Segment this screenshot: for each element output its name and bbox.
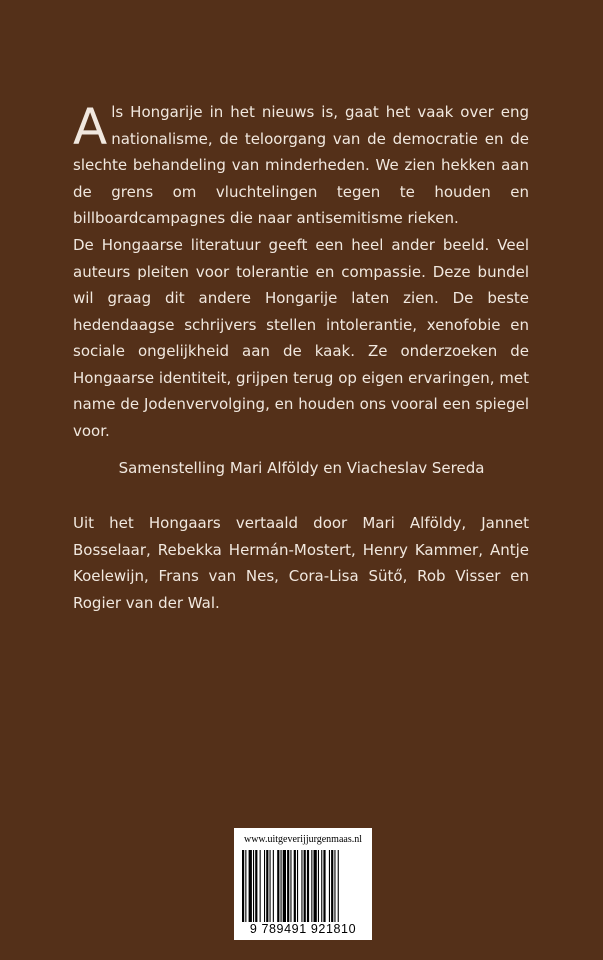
barcode-bar <box>321 850 322 922</box>
barcode-bar <box>264 850 265 922</box>
barcode-bar <box>304 850 306 922</box>
barcode-bar <box>255 850 257 922</box>
barcode-bar <box>318 850 319 922</box>
barcode-bar <box>281 850 282 922</box>
barcode-bar <box>334 850 335 922</box>
barcode-bar <box>249 850 252 922</box>
barcode-bar <box>323 850 325 922</box>
barcode-bar <box>260 850 261 922</box>
barcode-bar <box>253 850 254 922</box>
barcode-bar <box>338 850 339 922</box>
barcode-bar <box>294 850 296 922</box>
isbn-barcode-block <box>234 828 372 940</box>
translators-credit: Uit het Hongaars vertaald door Mari Alföldy, Jannet Bosselaar, Rebekka Hermán-Mostert, Henry Kammer, Antje Koelewijn, Frans van Nes, Cora-Lisa Sütő, Rob Visser en Rogier van der Wal. <box>73 514 529 612</box>
barcode-bar <box>297 850 298 922</box>
publisher-url: www.uitgeverijjurgenmaas.nl <box>243 834 363 845</box>
barcode-bar <box>331 850 333 922</box>
barcode-bar <box>329 850 330 922</box>
barcode-bar <box>301 850 302 922</box>
barcode-bar <box>277 850 279 922</box>
barcode-bar <box>287 850 289 922</box>
barcode-bar <box>266 850 268 922</box>
barcode-bar <box>307 850 309 922</box>
drop-cap: A <box>73 98 108 156</box>
barcode-bar <box>314 850 317 922</box>
barcode-bar <box>283 850 286 922</box>
isbn-number: 9 789491 921810 <box>249 922 357 936</box>
second-paragraph: De Hongaarse literatuur geeft een heel ander beeld. Veel auteurs pleiten voor tolerantie en compassie. Deze bundel wil graag dit andere Hongarije laten zien. De beste hedendaagse schrijvers stellen intolerantie, xenofobie en sociale ongelijkheid aan de kaak. Ze onderzoeken de Hongaarse identiteit, grijpen terug op eigen ervaringen, met name de Jodenvervolging, en houden ons vooral een spiegel voor. <box>73 236 529 440</box>
barcode-bar <box>290 850 291 922</box>
barcode-bar <box>242 850 244 922</box>
barcode-bar <box>245 850 246 922</box>
compilation-credit: Samenstelling Mari Alföldy en Viacheslav Sereda <box>118 459 485 477</box>
intro-paragraph <box>73 99 529 232</box>
barcode-bar <box>273 850 274 922</box>
barcode-bar <box>311 850 312 922</box>
barcode-bar <box>270 850 271 922</box>
intro-text: ls Hongarije in het nieuws is, gaat het vaak over eng nationalisme, de teloorgang van de democratie en de slechte behandeling van minderheden. We zien hekken aan de grens om vluchtelingen tegen te houden en billboardcampagnes die naar antisemitisme rieken. <box>73 103 529 227</box>
barcode-icon <box>242 850 364 922</box>
